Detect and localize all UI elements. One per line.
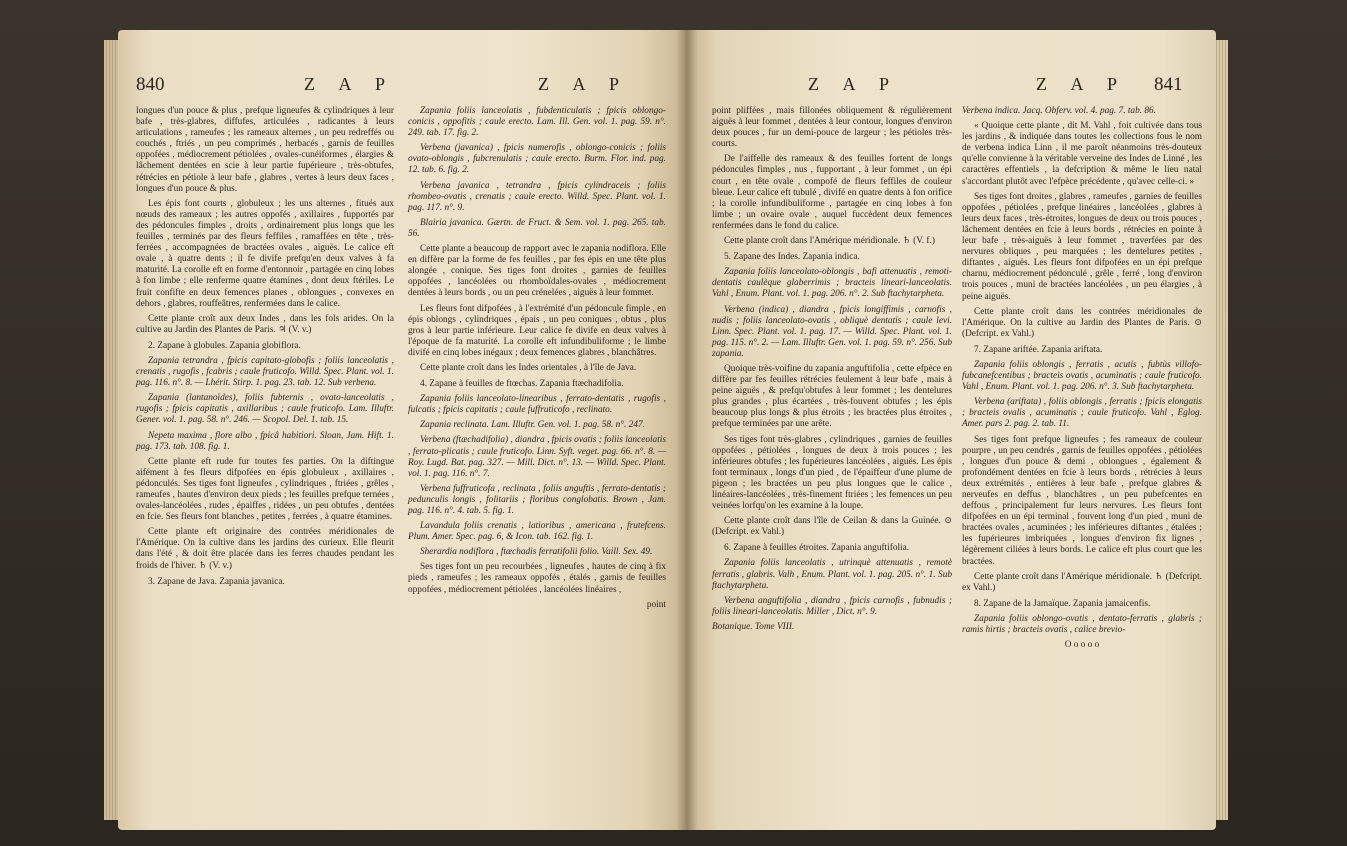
paragraph: Verbena fuffruticofa , reclinata , foliis anguftis , ferrato-dentatis ; pedunculis longis , folitariis ; floribus conglobatis. Brown , Jam. pag. 116. n°. 4. tab. 5. fig. 1. [408, 483, 666, 516]
catchword: point [646, 599, 666, 610]
paragraph: Cette plante a beaucoup de rapport avec le zapania nodiflora. Elle en diffère par la forme de fes feuilles , par fes épis en une tête plus alongée , conique. Ses tiges font droites , garnies de feuilles oppofées , lancéolées ou rhomboïdales-ovales , médiocrement dentées à leurs bords , ou un peu crénelées , aiguës à leur fommet. [408, 244, 666, 299]
paragraph: Cette plante eft rude fur toutes fes parties. On la diftingue aifément à fes fleurs difpofées en épis globuleux , axillaires , pédonculés. Ses tiges font ligneufes , cylindriques , ftriées , grêles , rameufes , hautes d'environ deux pieds ; les feuilles prefque ternées , ovales-lancéolées , rudes , épaiffes , ridées , un peu obtufes , dentées en fcie. Ses fleurs font blanches , petites , ferrées , à quatre étamines. [136, 456, 394, 523]
right-column-1 [712, 106, 952, 633]
paragraph: Zapania reclinata. Lam. Illuftr. Gen. vol. 1. pag. 58. n°. 247. [420, 420, 645, 431]
paragraph: Verbena anguftifolia , diandra , fpicis carnofis , fubnudis ; foliis lineari-lanceolatis. Miller , Dict. n°. 9. [712, 595, 952, 617]
paragraph: Cette plante eft originaire des contrées méridionales de l'Amérique. On la cultive dans les jardins des curieux. Elle fleurit dans l'été , & doit être placée dans les ferres chaudes pendant les froids de l'hiver. ♄ (V. v.) [136, 527, 394, 571]
species-heading: 7. Zapane ariftée. Zapania ariftata. [974, 344, 1103, 355]
paragraph: Verbena javanica , tetrandra , fpicis cylindraceis ; foliis rhombeo-ovatis , crenatis ; caule erecto. Willd. Spec. Plant. vol. 1. pag. 117. n°. 9. [408, 180, 666, 213]
paragraph: « Quoique cette plante , dit M. Vahl , foit cultivée dans tous les jardins , & indiquée dans toutes les collections fous le nom de verbena indica Linn , il me paroît néanmoins très-douteux qu'elle convienne à la véritable verveine des Indes de Linné , les caractères effentiels , la defcription & même le lieu natal s'accordant plutôt avec l'efpèce précédente , qu'avec celle-ci. » [962, 121, 1202, 187]
paragraph: point pliffées , mais fillonées obliquement & régulièrement aiguës à leur fommet , dentées à leur contour, longues d'environ deux pouces , fur un demi-pouce de largeur ; les pétioles très-courts. [712, 106, 952, 150]
paragraph: Cette plante croît dans l'île de Ceilan & dans la Guinée. ⊙ (Defcript. ex Vahl.) [712, 516, 952, 538]
paragraph: Zapania foliis lanceolato-linearibus , ferrato-dentatis , rugofis , fulcatis ; fpicis capitatis ; caule fuffruticofo , reclinato. [408, 394, 666, 416]
paragraph: Zapania (lantanoïdes), foliis fubternis , ovato-lanceolatis , rugofis ; fpicis capitatis , axillaribus ; caule fruticofo. Lam. Illuftr. Gener. vol. 1. pag. 58. n°. 246. — Scopol. Del. 1. tab. 15. [136, 393, 394, 426]
paragraph: Blairia javanica. Gærtn. de Fruct. & Sem. vol. 1. pag. 265. tab. 56. [408, 217, 666, 239]
left-page-number: 840 [136, 74, 165, 95]
volume-footer: Botanique. Tome VIII. [712, 621, 795, 632]
paragraph: Cette plante croît dans l'Amérique méridionale. ♄ (V. f.) [724, 236, 935, 247]
paragraph: Cette plante croît dans l'Amérique méridionale. ♄ (Defcript. ex Vahl.) [962, 571, 1202, 593]
paragraph: Zapania foliis lanceolatis , utrinquè attenuatis , remotè ferratis , glabris. Valh , Enum. Plant. vol. 1. pag. 205. n°. 1. Sub ftachytarpheta. [712, 558, 952, 591]
paragraph: Ses tiges font très-glabres , cylindriques , garnies de feuilles oppofées , pétiolées , longues de deux à trois pouces ; les inférieures obtufes ; les fupérieures lancéolées , aiguës. Les épis font terminaux , longs d'un pied , de l'épaiffeur d'une plume de pigeon ; les bractées un peu plus longues que le calice , linéaires-lancéolées , très-finement ftriées ; les femences un peu veinées lorfqu'on les examine à la loupe. [712, 434, 952, 512]
left-page [118, 30, 686, 830]
paragraph: Cette plante croît dans les contrées méridionales de l'Amérique. On la cultive au Jardin des Plantes de Paris. ⊙ (Defcript. ex Vahl.) [962, 306, 1202, 339]
paragraph: Cette plante croît dans les Indes orientales , à l'île de Java. [420, 362, 637, 373]
species-heading: 4. Zapane à feuilles de ftœchas. Zapania ftæchadifolia. [420, 379, 624, 390]
left-running-head-2: Z A P [538, 74, 630, 94]
species-heading: 6. Zapane à feuilles étroites. Zapania anguftifolia. [724, 543, 910, 554]
paragraph: Quoique très-voifine du zapania anguftifolia , cette efpèce en diffère par fes feuilles rétrécies feulement à leur bafe , mais à peine aiguës , & prefqu'obtufes à leur fommet ; les dentelures plus grandes , plus écartées , très-fouvent obtufes ; les épis beaucoup plus longs & plus étroits ; les bractées plus étroites , prefque terminées par une arête. [712, 363, 952, 430]
paragraph: Les épis font courts , globuleux ; les uns alternes , fitués aux nœuds des rameaux ; les autres oppofés , axillaires , fupportés par des pédoncules fimples , droits , ordinairement plus longs que les feuilles , terminés par des fleurs feffiles , ramaffées en tête , très-ferrées , accompagnées de bractées ovales , aiguës. Le calice eft ovale , à quatre dents ; il fe divife prefqu'en deux valves à fa maturité. La corolle eft en forme d'entonnoir , partagée en cinq lobes à fon limbe ; elle renferme quatre étamines , dont deux ftériles. Le fruit confifte en deux femences planes , oblongues , convexes en dehors , glabres, rouffeâtres, renfermées dans le calice. [136, 198, 394, 309]
paragraph: Ses tiges font un peu recourbées , ligneufes , hautes de cinq à fix pieds , rameufes ; les rameaux oppofés , étalés , garnis de feuilles oppofées , médiocrement pétiolées , lancéolées linéaires , [408, 562, 666, 595]
left-column-1 [136, 106, 394, 592]
paragraph: Lavandula foliis crenatis , latioribus , americana , frutefcens. Plum. Amer. Spec. pag. 6, & Icon. tab. 162. fig. 1. [408, 521, 666, 543]
paragraph: Zapania foliis oblongo-ovatis , dentato-ferratis , glabris ; ramis hirtis ; bracteis ovatis , calice brevio- [962, 613, 1202, 636]
paragraph: Verbena indica. Jacq. Obferv. vol. 4. pag. 7. tab. 86. [962, 106, 1156, 116]
book-gutter [676, 30, 698, 830]
paragraph: Nepeta maxima , flore albo , fpicâ habitiori. Sloan, Jam. Hift. 1. pag. 173. tab. 108. fig. 1. [136, 430, 394, 452]
paragraph: Zapania tetrandra , fpicis capitato-globofis ; foliis lanceolatis , crenatis , rugofis , fcabris ; caule fruticofo. Willd. Spec. Plant. vol. 1. pag. 116. n°. 8. — Lhérit. Stirp. 1. pag. 23. tab. 12. Sub verbena. [136, 355, 394, 389]
species-heading: 5. Zapane des Indes. Zapania indica. [724, 252, 860, 263]
paragraph: Sherardia nodiflora , ftæchadis ferratifolii folio. Vaill. Sex. 49. [420, 547, 653, 558]
right-page-edges [1214, 40, 1228, 820]
paragraph: Cette plante croît aux deux Indes , dans les fols arides. On la cultive au Jardin des Plantes de Paris. ♃ (V. v.) [136, 313, 394, 335]
right-page-number: 841 [1154, 74, 1183, 95]
paragraph: Verbena (javanica) , fpicis numerofis , oblongo-conicis ; foliis ovato-oblongis , fubcrenulatis ; caule erecto. Burm. Flor. ind. pag. 12. tab. 6. fig. 2. [408, 143, 666, 176]
right-column-2 [962, 106, 1202, 651]
paragraph: Zapania foliis lanceolatis , fubdenticulatis ; fpicis oblongo-conicis , oppofitis ; caule erecto. Lam. Ill. Gen. vol. 1. pag. 59. n°. 249. tab. 17. fig. 2. [408, 106, 666, 139]
paragraph: Zapania foliis oblongis , ferratis , acutis , fubtùs villofo-fubcanefcentibus ; bracteis ovatis , acuminatis ; caule fruticofo. Vahl , Enum. Plant. vol. 1. pag. 206. n°. 3. Sub ftachytarpheta. [962, 359, 1202, 393]
signature-mark: O o o o o [1064, 640, 1100, 651]
right-page [686, 30, 1216, 830]
left-column-2 [408, 106, 666, 611]
paragraph: Ses tiges font prefque ligneufes ; fes rameaux de couleur pourpre , un peu cendrés , garnis de feuilles oppofées , pétiolées , longues d'un pouce & demi , oblongues , également & profondément dentées en fcie à leurs bords , rétrécies à leurs deux extrémités , entières à leur bafe , prefque glabres & nerveufes en deffus , blanchâtres , un peu pubefcentes en deffous , principalement fur leurs nervures. Les fleurs font difpofées en un épi terminal , fouvent long d'un pied , muni de bractées ovales , acuminées ; les inférieures diftantes , étalées ; les fupérieures imbriquées , longues d'environ fix lignes , légèrement ciliées à leurs bords. Le calice eft plus court que les bractées. [962, 434, 1202, 567]
paragraph: Verbena (indica) , diandra , fpicis longiffimis , carnofis , nudis ; foliis lanceolato-ovatis , obliquè dentatis ; caule levi. Linn. Spec. Plant. vol. 1. pag. 17. — Willd. Spec. Plant. vol. 1. pag. 115. n°. 2. — Lam. Illuftr. Gen. vol. 1. pag. 59. n°. 256. Sub zapania. [712, 304, 952, 359]
left-running-head-1: Z A P [304, 74, 396, 94]
paragraph: longues d'un pouce & plus , prefque ligneufes & cylindriques à leur bafe , très-glabres, diffufes, articulées , radicantes à leurs articulations , rameufes ; les rameaux alternes , un peu redreffés ou couchés , ftriés , un peu comprimés , herbacés , garnis de feuilles oppofées , médiocrement pétiolées , ovales-cunéiformes , élargies & lâchement dentées en scie à leur partie fupérieure , très-obtufes, rétrécies en pétiole à leur bafe , glabres , vertes à leurs deux faces , longues d'un pouce & plus. [136, 106, 394, 194]
paragraph: Zapania foliis lanceolato-oblongis , bafi attenuatis , remoti-dentatis caulèque glaberrimis ; bracteis lineari-lanceolatis. Vahl , Enum. Plant. vol. 1. pag. 206. n°. 2. Sub ftachytarpheta. [712, 267, 952, 300]
right-running-head-2: Z A P [1036, 74, 1128, 94]
paragraph: De l'aiffelle des rameaux & des feuilles fortent de longs pédoncules fimples , nus , fupportant , à leur fommet , un épi court , en tête ovale , compofé de fleurs feffiles de couleur bleue. Leur calice eft tubulé , divifé en quatre dents à fon orifice ; la corolle infundibuliforme , partagée en cinq lobes à fon limbe ; un ovaire ovale , auquel fuccèdent deux femences renfermées dans le fond du calice. [712, 154, 952, 231]
paragraph: Ses tiges font droites , glabres , rameufes , garnies de feuilles oppofées , pétiolées , prefque linéaires , lancéolées , glabres à leurs deux faces , très-étroites, longues de deux ou trois pouces , lâchement dentées en fcie à leurs bords , rétrécies en pointe à leur bafe , très-aiguës à leur fommet , traverfées par des nervures obliques , peu marquées ; les dentelures petites , diftantes , aiguës. Les fleurs font difpofées en un épi prefque charnu, médiocrement pédonculé , grêle , ferré , long d'environ trois pouces , muni de bractées lancéolées , un peu élargies , à peine aiguës. [962, 191, 1202, 302]
paragraph: Les fleurs font difpofées , à l'extrémité d'un pédoncule fimple , en épis oblongs , cylindriques , épais , un peu coniques , obtus , plus gros à leur partie inférieure. Leur calice fe divife en deux valves à l'époque de fa maturité. La corolle eft infundibuliforme ; le limbe divifé en cinq lobes inégaux ; deux femences glabres , blanchâtres. [408, 303, 666, 358]
species-heading: 2. Zapane à globules. Zapania globiflora. [148, 340, 301, 351]
paragraph: Verbena (ftæchadifolia) , diandra , fpicis ovatis ; foliis lanceolatis , ferrato-plicatis ; caule fruticofo. Linn. Syft. veget. pag. 66. n°. 8. — Roy. Lugd. Bat. pag. 327. — Mill. Dict. n°. 13. — Willd. Spec. Plant. vol. 1. pag. 116. n°. 7. [408, 435, 666, 479]
species-heading: 3. Zapane de Java. Zapania javanica. [148, 576, 285, 587]
paragraph: Verbena (ariftata) , foliis oblongis , ferratis ; fpicis elongatis ; bracteis ovalis , acuminatis ; caule fruticofo. Vahl , Eglog. Amer. pars 2. pag. 2. tab. 11. [962, 397, 1202, 430]
species-heading: 8. Zapane de la Jamaïque. Zapania jamaicenfis. [974, 598, 1151, 609]
right-running-head-1: Z A P [808, 74, 900, 94]
